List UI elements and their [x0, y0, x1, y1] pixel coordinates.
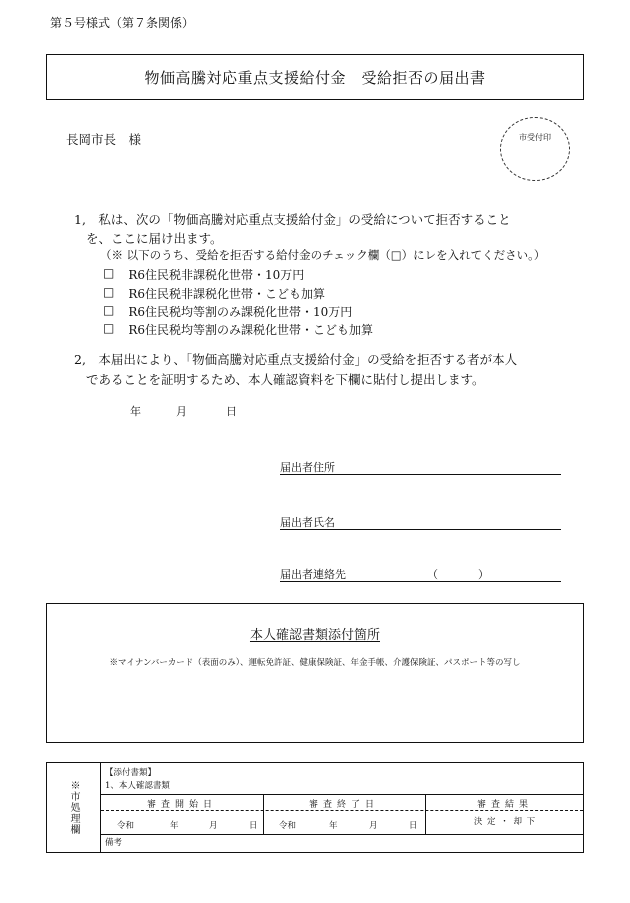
id-attachment-area[interactable] — [46, 603, 584, 743]
checkbox-icon[interactable]: □ — [103, 303, 115, 317]
date-day-label[interactable]: 日 — [226, 405, 237, 418]
review-start-header: 審査開始日 — [146, 800, 217, 810]
paren-close: ） — [478, 568, 489, 581]
checkbox-label: R6住民税非課税化世帯・こども加算 — [128, 287, 326, 301]
checkbox-item[interactable] — [103, 285, 325, 302]
addressee: 長岡市長 様 — [66, 132, 142, 147]
checkbox-label: R6住民税均等割のみ課税化世帯・10万円 — [128, 305, 353, 319]
review-result-header: 審査結果 — [476, 800, 533, 810]
address-field[interactable] — [280, 459, 561, 475]
review-end-header: 審査終了日 — [308, 800, 379, 810]
paragraph1-line2: を、ここに届け出ます。 — [86, 231, 223, 246]
date-year-label[interactable]: 年 — [130, 405, 141, 418]
result-options: 決 定 ・ 却 下 — [473, 817, 537, 827]
address-label: 届出者住所 — [280, 461, 335, 474]
form-number: 第５号様式（第７条関係） — [50, 16, 195, 30]
paren-open: （ — [427, 568, 438, 581]
checkbox-label: R6住民税均等割のみ課税化世帯・こども加算 — [128, 323, 374, 337]
paragraph1-line1: 1, 私は、次の「物価高騰対応重点支援給付金」の受給について拒否すること — [74, 212, 511, 227]
start-year: 年 — [170, 821, 179, 831]
divider — [101, 810, 583, 811]
attach-note: ※マイナンバーカード（表面のみ）、運転免許証、健康保険証、年金手帳、介護保険証、パスポート等の写し — [109, 658, 521, 668]
checkbox-instruction: （※ 以下のうち、受給を拒否する給付金のチェック欄（□）にレを入れてください。） — [100, 248, 546, 262]
start-month: 月 — [209, 821, 218, 831]
checkbox-icon[interactable]: □ — [103, 266, 115, 280]
attached-docs-item: 1、本人確認書類 — [105, 781, 170, 791]
contact-field[interactable] — [280, 566, 561, 582]
checkbox-icon[interactable]: □ — [103, 285, 115, 299]
office-processing-box — [46, 762, 584, 853]
paragraph2-line2: であることを証明するため、本人確認資料を下欄に貼付し提出します。 — [86, 372, 485, 387]
title-box — [46, 54, 584, 100]
document-title: 物価高騰対応重点支援給付金 受給拒否の届出書 — [144, 68, 486, 87]
paragraph2-line1: 2, 本届出により、「物価高騰対応重点支援給付金」の受給を拒否する者が本人 — [74, 352, 518, 367]
divider — [101, 794, 583, 795]
office-label: ※市処理欄 — [68, 780, 79, 835]
date-month-label[interactable]: 月 — [176, 405, 187, 418]
checkbox-item[interactable] — [103, 266, 304, 283]
attached-docs-header: 【添付書類】 — [105, 768, 157, 778]
divider — [101, 834, 583, 835]
start-era: 令和 — [117, 821, 135, 831]
stamp-label: 市受付印 — [519, 133, 551, 142]
office-label-cell — [47, 763, 101, 852]
name-label: 届出者氏名 — [280, 516, 335, 529]
end-month: 月 — [369, 821, 378, 831]
checkbox-icon[interactable]: □ — [103, 321, 115, 335]
contact-label: 届出者連絡先 — [280, 568, 346, 581]
end-era: 令和 — [279, 821, 297, 831]
start-day: 日 — [249, 821, 258, 831]
end-day: 日 — [409, 821, 418, 831]
end-year: 年 — [329, 821, 338, 831]
checkbox-label: R6住民税非課税化世帯・10万円 — [128, 268, 305, 282]
remarks-label: 備考 — [105, 838, 123, 848]
reception-stamp-area — [500, 117, 570, 181]
attach-title: 本人確認書類添付箇所 — [249, 628, 380, 643]
checkbox-item[interactable] — [103, 321, 373, 338]
name-field[interactable] — [280, 514, 561, 530]
attach-title-row — [47, 624, 583, 643]
checkbox-item[interactable] — [103, 303, 352, 320]
